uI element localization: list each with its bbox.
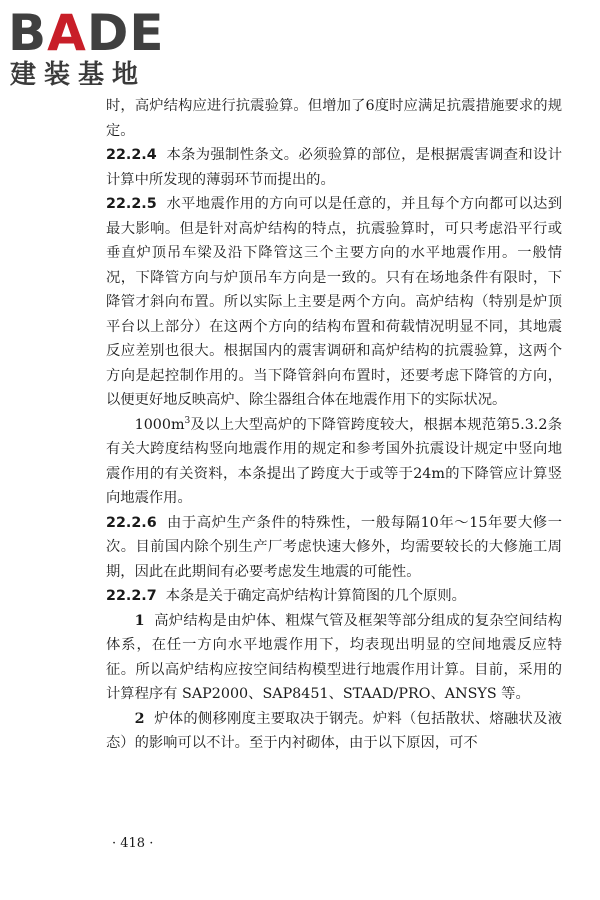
page-body	[106, 94, 562, 756]
page-number: · 418 ·	[112, 836, 154, 851]
clause-22-2-7	[106, 584, 562, 609]
item-1	[106, 609, 562, 707]
clause-number: 22.2.5	[106, 196, 157, 212]
logo-subtitle: 建装基地	[10, 60, 147, 90]
paragraph-vertical-seismic: $1000m^3$及以上大型高炉的下降管跨度较大，根据本规范第5.3.2条有关大跨度结构竖向地震作用的规定和参考国外抗震设计规定中竖向地震作用的有关资料，本条提出了跨度大于或等于24m的下降管应计算竖向地震作用。	[106, 415, 562, 506]
clause-22-2-5	[106, 192, 562, 413]
clause-22-2-4	[106, 143, 562, 192]
clause-22-2-6	[106, 511, 562, 585]
clause-text: 由于高炉生产条件的特殊性，一般每隔10年～15年要大修一次。目前国内除个别生产厂考虑快速大修外，均需要较长的大修施工周期，因此在此期间有必要考虑发生地震的可能性。	[106, 514, 563, 580]
clause-text: 本条是关于确定高炉结构计算简图的几个原则。	[165, 588, 466, 604]
clause-number: 22.2.7	[106, 588, 157, 604]
clause-number: 22.2.4	[106, 147, 157, 163]
item-2	[106, 707, 562, 756]
clause-text: 水平地震作用的方向可以是任意的，并且每个方向都可以达到最大影响。但是针对高炉结构的特点，抗震验算时，可只考虑沿平行或垂直炉顶吊车梁及沿下降管这三个主要方向的水平地震作用。一般情况，下降管方向与炉顶吊车方向是一致的。只有在场地条件有限时，下降管才斜向布置。所以实际上主要是两个方向。高炉结构（特别是炉顶平台以上部分）在这两个方向的结构布置和荷载情况明显不同，其地震反应差别也很大。根据国内的震害调研和高炉结构的抗震验算，这两个方向是起控制作用的。当下降管斜向布置时，还要考虑下降管的方向，以便更好地反映高炉、除尘器组合体在地震作用下的实际状况。	[106, 196, 563, 408]
bade-logo	[8, 6, 178, 94]
clause-text: 本条为强制性条文。必须验算的部位，是根据震害调查和设计计算中所发现的薄弱环节而提出的。	[106, 147, 563, 188]
logo-wordmark: BADE	[8, 4, 165, 62]
paragraph-continued: 时，高炉结构应进行抗震验算。但增加了6度时应满足抗震措施要求的规定。	[106, 98, 562, 139]
item-number: 2	[134, 710, 145, 727]
item-text: 炉体的侧移刚度主要取决于钢壳。炉料（包括散状、熔融状及液态）的影响可以不计。至于内衬砌体，由于以下原因，可不	[106, 710, 563, 751]
clause-number: 22.2.6	[106, 514, 157, 531]
item-text: 高炉结构是由炉体、粗煤气管及框架等部分组成的复杂空间结构体系，在任一方向水平地震作用下，均表现出明显的空间地震反应特征。所以高炉结构应按空间结构模型进行地震作用计算。目前，采用的计算程序有 SAP2000、SAP8451、STAAD/PRO、ANSYS 等。	[106, 612, 563, 702]
item-number: 1	[134, 612, 145, 629]
